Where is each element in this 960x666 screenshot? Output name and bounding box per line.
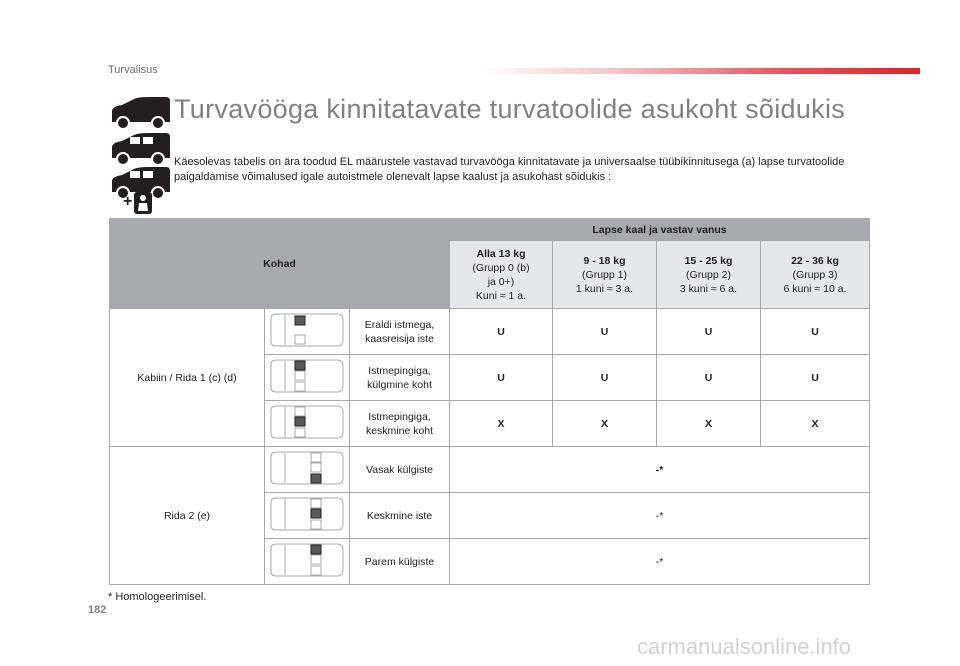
weight-group: (Grupp 2) xyxy=(686,268,731,281)
seat-value: U xyxy=(657,309,761,355)
page-number: 182 xyxy=(88,604,107,616)
seat-name xyxy=(350,493,450,539)
header-accent-bar xyxy=(480,68,920,74)
weight-col-1 xyxy=(450,241,553,309)
seat-name xyxy=(350,447,450,493)
child-seat-table xyxy=(109,218,870,585)
seat-diagram xyxy=(265,401,350,447)
car-top-view-icon xyxy=(267,402,347,442)
weight-col-4 xyxy=(761,241,870,309)
weight-kg: 15 - 25 kg xyxy=(684,254,733,267)
child-seat-icon xyxy=(133,191,153,215)
car-top-view-icon xyxy=(267,356,347,396)
seat-value: X xyxy=(450,401,553,447)
places-header: Kohad xyxy=(110,219,450,309)
seat-value: -* xyxy=(450,539,870,585)
plus-sign: + xyxy=(123,193,133,210)
seat-name-line: Vasak külgiste xyxy=(366,463,433,476)
watermark: carmanualsonline.info xyxy=(637,634,852,659)
weight-group: (Grupp 1) xyxy=(582,268,627,281)
seat-value: X xyxy=(761,401,870,447)
weight-group: (Grupp 0 (b) xyxy=(472,261,530,274)
row-group-label: Rida 2 (e) xyxy=(110,447,265,585)
intro-paragraph: Käesolevas tabelis on ära toodud EL määrustele vastavad turvavööga kinnitatavate ja universaalse tüübikinnitusega (a) lapse turvatoolide paigaldamise võimalused igale autoistmele olenevalt lapse kaalust ja asukohast sõidukis : xyxy=(174,156,845,183)
seat-value: X xyxy=(553,401,657,447)
van-icon xyxy=(108,132,172,166)
seat-name xyxy=(350,309,450,355)
seat-value: U xyxy=(761,355,870,401)
seat-value: U xyxy=(553,355,657,401)
seat-name-line: külgmine koht xyxy=(367,378,432,391)
seat-name xyxy=(350,539,450,585)
weight-col-3 xyxy=(657,241,761,309)
seat-diagram xyxy=(265,309,350,355)
child-seat-badge xyxy=(123,191,153,215)
car-top-view-icon xyxy=(267,494,347,534)
seat-value: U xyxy=(450,309,553,355)
seat-name-line: Istmepingiga, xyxy=(368,364,431,377)
section-label: Turvalisus xyxy=(108,64,158,76)
seat-name-line: Istmepingiga, xyxy=(368,410,431,423)
weight-col-2 xyxy=(553,241,657,309)
footnote: * Homologeerimisel. xyxy=(108,591,207,603)
seat-name-line: kaasreisija iste xyxy=(365,332,434,345)
weight-age: Kuni ≈ 1 a. xyxy=(475,289,527,302)
weight-group: ja 0+) xyxy=(487,275,515,288)
seat-name-line: Eraldi istmega, xyxy=(364,318,435,331)
seat-diagram xyxy=(265,539,350,585)
weight-kg: 22 - 36 kg xyxy=(791,254,839,267)
seat-name-line: keskmine koht xyxy=(365,424,434,437)
seat-name-line: Parem külgiste xyxy=(364,555,435,568)
weight-age: 6 kuni ≈ 10 a. xyxy=(783,282,847,295)
weight-header: Lapse kaal ja vastav vanus xyxy=(450,219,870,241)
seat-value: U xyxy=(450,355,553,401)
seat-value: U xyxy=(553,309,657,355)
seat-name-line: Keskmine iste xyxy=(366,509,433,522)
seat-value: -* xyxy=(450,493,870,539)
car-top-view-icon xyxy=(267,448,347,488)
van-icon xyxy=(108,96,172,130)
weight-kg: Alla 13 kg xyxy=(476,247,526,260)
seat-diagram xyxy=(265,447,350,493)
seat-value: -* xyxy=(450,447,870,493)
page-title: Turvavööga kinnitatavate turvatoolide asukoht sõidukis xyxy=(174,94,846,124)
seat-value: U xyxy=(761,309,870,355)
seat-name xyxy=(350,355,450,401)
seat-value: X xyxy=(657,401,761,447)
weight-age: 3 kuni ≈ 6 a. xyxy=(679,282,738,295)
row-group-label: Kabiin / Rida 1 (c) (d) xyxy=(110,309,265,447)
weight-age: 1 kuni ≈ 3 a. xyxy=(575,282,634,295)
seat-value: U xyxy=(657,355,761,401)
weight-group: (Grupp 3) xyxy=(792,268,838,281)
seat-diagram xyxy=(265,493,350,539)
car-top-view-icon xyxy=(267,310,347,350)
seat-diagram xyxy=(265,355,350,401)
seat-name xyxy=(350,401,450,447)
car-top-view-icon xyxy=(267,540,347,580)
weight-kg: 9 - 18 kg xyxy=(583,254,626,267)
